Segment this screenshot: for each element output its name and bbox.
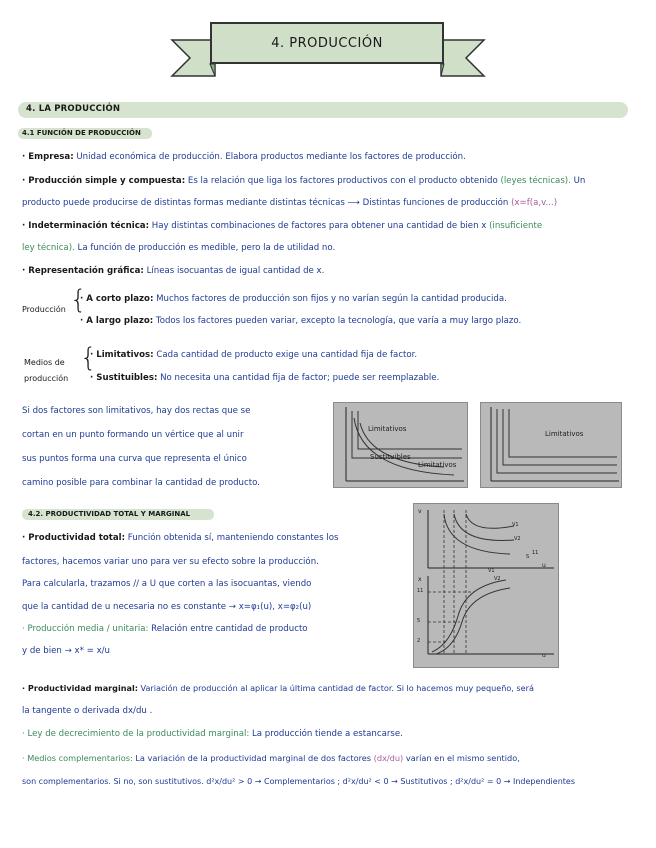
item-empresa-key: · Empresa: bbox=[22, 152, 74, 162]
item-sustituibles bbox=[90, 372, 439, 384]
item-largo-plazo bbox=[80, 315, 521, 327]
fig3-label-x: x bbox=[418, 576, 422, 583]
para-line-4: camino posible para combinar la cantidad de producto. bbox=[22, 478, 260, 488]
figure-isocuantas-1-svg bbox=[334, 403, 467, 487]
item-indeterminacion-line2 bbox=[22, 242, 335, 254]
item-corto-plazo bbox=[80, 293, 507, 305]
item-limitativos bbox=[90, 349, 417, 361]
fig3-label-v1: V1 bbox=[512, 522, 519, 528]
section-title: 4. LA PRODUCCIÓN bbox=[26, 104, 121, 114]
fig1-label-limitativos-2: Limitativos bbox=[418, 461, 457, 469]
item-indeterminacion bbox=[22, 220, 542, 232]
item-limit-text: Cada cantidad de producto exige una cantidad fija de factor. bbox=[153, 350, 418, 360]
item-largo-text: Todos los factores pueden variar, excepto la tecnología, que varía a muy largo plazo. bbox=[153, 316, 522, 326]
item-mc-key: · Medios complementarios: bbox=[22, 753, 133, 763]
item-prodsimple-key: · Producción simple y compuesta: bbox=[22, 176, 186, 186]
item-pm-line-2: y de bien → x* = x/u bbox=[22, 646, 111, 656]
item-prodsimple-text2: Un bbox=[570, 176, 586, 186]
item-repr-text: Líneas isocuantas de igual cantidad de x. bbox=[143, 266, 325, 276]
item-produccion-simple-line2 bbox=[22, 197, 557, 209]
item-mc-line-2: son complementarios. Si no, son sustitutivos. d²x/du² > 0 → Complementarios ; d²x/du² < 0 → Sustitutivos ; d²x/du² = 0 → Independientes bbox=[22, 777, 575, 786]
item-pm-key: · Producción media / unitaria: bbox=[22, 624, 149, 634]
item-mc-text2: varían en el mismo sentido, bbox=[403, 753, 520, 763]
item-indet-note2: ley técnica). bbox=[22, 243, 75, 253]
item-prodsimple-l2: producto puede producirse de distintas formas mediante distintas técnicas ⟶ Distintas funciones de producción bbox=[22, 198, 509, 208]
figure-productividad bbox=[413, 503, 559, 668]
item-produccion-simple bbox=[22, 175, 585, 187]
item-empresa bbox=[22, 151, 466, 163]
produccion-label: Producción bbox=[22, 305, 66, 314]
para-line-2: cortan en un punto formando un vértice que al unir bbox=[22, 430, 244, 440]
medios-label-1: Medios de bbox=[24, 358, 65, 367]
item-limit-key: · Limitativos: bbox=[90, 350, 154, 360]
fig3-label-y5: 5 bbox=[417, 618, 421, 624]
fig3-label-u: u bbox=[542, 562, 546, 569]
item-productividad-total bbox=[22, 532, 338, 544]
item-repr-key: · Representación gráfica: bbox=[22, 266, 144, 276]
item-prodsimple-text: Es la relación que liga los factores productivos con el producto obtenido bbox=[185, 176, 498, 186]
fig1-label-limitativos: Limitativos bbox=[368, 425, 407, 433]
fig3-label-y11: 11 bbox=[417, 588, 424, 594]
item-pmarg-key: · Productividad marginal: bbox=[22, 683, 138, 693]
medios-label-2: producción bbox=[24, 374, 69, 383]
figure-isocuantas-1 bbox=[333, 402, 468, 488]
item-ley-key: · Ley de decrecimiento de la productividad marginal: bbox=[22, 729, 250, 739]
page-title-text: 4. PRODUCCIÓN bbox=[271, 35, 383, 51]
fig1-label-sustituibles: Sustituibles bbox=[370, 453, 411, 461]
item-mc-formula: (dx/du) bbox=[371, 753, 404, 763]
brace-medios: { bbox=[80, 343, 97, 373]
item-pt-line-4: que la cantidad de u necesaria no es constante → x=φ₁(u), x=φ₂(u) bbox=[22, 602, 312, 612]
item-indet-text: Hay distintas combinaciones de factores para obtener una cantidad de bien x bbox=[149, 221, 487, 231]
item-ley-decrecimiento bbox=[22, 728, 403, 740]
item-prodsimple-formula: (x=f(a,v...) bbox=[508, 198, 558, 208]
fig3-label-11: 11 bbox=[532, 550, 539, 556]
item-indet-key: · Indeterminación técnica: bbox=[22, 221, 150, 231]
fig3-label-vv1: V1 bbox=[488, 568, 495, 574]
subsection-title-2: 4.2. PRODUCTIVIDAD TOTAL Y MARGINAL bbox=[28, 510, 191, 518]
para-line-1: Si dos factores son limitativos, hay dos rectas que se bbox=[22, 406, 251, 416]
item-corto-text: Muchos factores de producción son fijos y no varían según la cantidad producida. bbox=[153, 294, 507, 304]
item-empresa-text: Unidad económica de producción. Elabora productos mediante los factores de producción. bbox=[73, 152, 466, 162]
fig3-label-y2: 2 bbox=[417, 638, 421, 644]
item-representacion bbox=[22, 265, 324, 277]
fig2-label-limitativos: Limitativos bbox=[545, 430, 584, 438]
item-mc-text: La variación de la productividad marginal de dos factores bbox=[132, 753, 372, 763]
figure-productividad-svg bbox=[414, 504, 558, 667]
item-indet-note: (insuficiente bbox=[486, 221, 543, 231]
item-pmarg-line-2: la tangente o derivada dx/du . bbox=[22, 706, 153, 716]
fig3-label-vv2: V2 bbox=[494, 576, 501, 582]
item-sust-key: · Sustituibles: bbox=[90, 373, 158, 383]
page-title bbox=[210, 22, 444, 64]
item-pt-key: · Productividad total: bbox=[22, 533, 126, 543]
item-largo-key: · A largo plazo: bbox=[80, 316, 154, 326]
item-pm-text: Relación entre cantidad de producto bbox=[148, 624, 308, 634]
item-produccion-media bbox=[22, 623, 308, 635]
fig3-label-u2: u bbox=[542, 652, 546, 659]
item-pt-line-3: Para calcularla, trazamos // a U que corten a las isocuantas, viendo bbox=[22, 579, 312, 589]
item-pt-line-2: factores, hacemos variar uno para ver su efecto sobre la producción. bbox=[22, 557, 319, 567]
item-corto-key: · A corto plazo: bbox=[80, 294, 154, 304]
subsection-title-1: 4.1 FUNCIÓN DE PRODUCCIÓN bbox=[22, 129, 141, 137]
item-ley-text: La producción tiende a estancarse. bbox=[249, 729, 403, 739]
item-pmarg-text: Variación de producción al aplicar la última cantidad de factor. Si lo hacemos muy pequeño, será bbox=[137, 683, 534, 693]
figure-isocuantas-2 bbox=[480, 402, 622, 488]
fig3-label-s: S bbox=[526, 554, 530, 560]
brace-produccion: { bbox=[70, 285, 87, 315]
item-sust-text: No necesita una cantidad fija de factor; puede ser reemplazable. bbox=[157, 373, 440, 383]
item-indet-text2: La función de producción es medible, pero la de utilidad no. bbox=[74, 243, 336, 253]
item-prodsimple-note: (leyes técnicas). bbox=[497, 176, 571, 186]
fig3-label-v: v bbox=[418, 508, 422, 515]
item-productividad-marginal bbox=[22, 682, 534, 694]
figure-isocuantas-2-svg bbox=[481, 403, 621, 487]
item-medios-complementarios bbox=[22, 752, 520, 764]
fig3-label-v2: V2 bbox=[514, 536, 521, 542]
item-pt-text: Función obtenida sí, manteniendo constantes los bbox=[125, 533, 339, 543]
para-line-3: sus puntos forma una curva que representa el único bbox=[22, 454, 247, 464]
